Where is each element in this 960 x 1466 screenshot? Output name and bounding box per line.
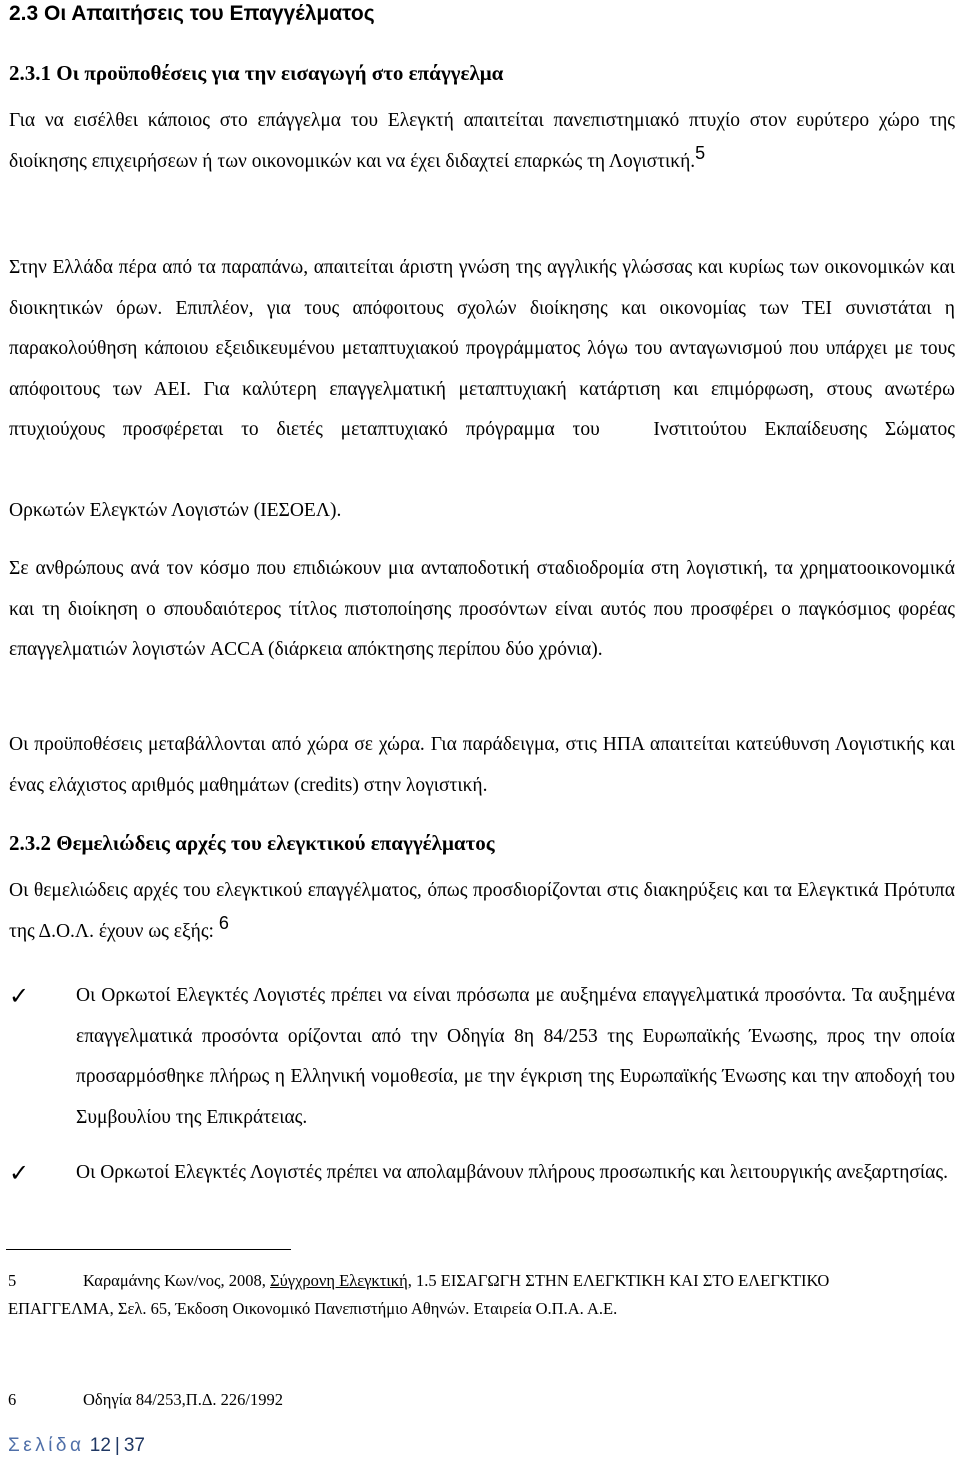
total-pages: 37 (123, 1435, 145, 1456)
footnote-5 (8, 1267, 900, 1323)
subsection-heading-2-3-1: 2.3.1 Οι προϋποθέσεις για την εισαγωγή στο επάγγελμα (9, 61, 504, 85)
checkmark-icon: ✓ (9, 1159, 30, 1187)
checkmark-icon: ✓ (9, 982, 30, 1010)
paragraph-greece-institute: Ινστιτούτου Εκπαίδευσης Σώματος (653, 419, 956, 440)
footnote-book-title: Σύγχρονη Ελεγκτική (270, 1271, 408, 1290)
paragraph-countries: Οι προϋποθέσεις μεταβάλλονται από χώρα σε χώρα. Για παράδειγμα, στις ΗΠΑ απαιτείται κατεύθυνση Λογιστικής και ένας ελάχιστος αριθμός μαθημάτων (credits) στην λογιστική. (9, 734, 955, 796)
paragraph-principles-intro (9, 871, 955, 952)
bullet-text: Οι Ορκωτοί Ελεγκτές Λογιστές πρέπει να απολαμβάνουν πλήρους προσωπικής και λειτουργικής ανεξαρτησίας. (76, 1162, 948, 1183)
current-page: 12 (89, 1435, 111, 1456)
footnote-number: 5 (8, 1271, 17, 1290)
footnote-text: Καραμάνης Κων/νος, 2008, (83, 1271, 271, 1290)
paragraph-acca: Σε ανθρώπους ανά τον κόσμο που επιδιώκουν μια ανταποδοτική σταδιοδρομία στη λογιστική, τα χρηματοοικονομικά και τη διοίκηση ο σπουδαιότερος τίτλος πιστοποίησης προσόντων είναι αυτός που προσφέρει ο παγκόσμιος φορέας επαγγελματιών λογιστών ACCA (διάρκεια απόκτησης περίπου δύο χρόνια). (9, 558, 955, 660)
bullet-item-independence (9, 1153, 955, 1194)
paragraph-requirements (9, 101, 955, 182)
page-separator: | (114, 1435, 120, 1456)
footnote-6 (8, 1386, 900, 1414)
bullet-item-qualifications (9, 976, 955, 1138)
footnote-ref-5[interactable]: 5 (695, 142, 706, 163)
footnote-text: Οδηγία 84/253,Π.Δ. 226/1992 (83, 1390, 284, 1409)
page-label: Σελίδα (8, 1435, 85, 1456)
footnote-ref-6[interactable]: 6 (218, 912, 229, 933)
subsection-heading-2-3-2: 2.3.2 Θεμελιώδεις αρχές του ελεγκτικού επαγγέλματος (9, 831, 495, 855)
footnote-number: 6 (8, 1390, 17, 1409)
paragraph-greece-main (9, 248, 955, 451)
footnote-separator (6, 1249, 291, 1250)
page-number (8, 1432, 145, 1460)
bullet-text: Οι Ορκωτοί Ελεγκτές Λογιστές πρέπει να είναι πρόσωπα με αυξημένα επαγγελματικά προσόντα. Τα αυξημένα επαγγελματικά προσόντα ορίζονται από την Οδηγία 8η 84/253 της Ευρωπαϊκής Ένωσης, προς την οποία προσαρμόσθηκε πλήρως η Ελληνική νομοθεσία, με την έγκριση της Ευρωπαϊκής Ένωσης και την αποδοχή του Συμβουλίου της Επικράτειας. (76, 985, 955, 1128)
section-heading: 2.3 Οι Απαιτήσεις του Επαγγέλματος (9, 2, 375, 25)
footnote-text-rest: , 1.5 ΕΙΣΑΓΩΓΗ ΣΤΗΝ ΕΛΕΓΚΤΙΚΗ ΚΑΙ ΣΤΟ ΕΛΕΓΚΤΙΚΟ ΕΠΑΓΓΕΛΜΑ, Σελ. 65, Έκδοση Οικονομικό Πανεπιστήμιο Αθηνών. Εταιρεία Ο.Π.Α. Α.Ε. (8, 1271, 830, 1318)
principles-intro-text: Οι θεμελιώδεις αρχές του ελεγκτικού επαγγέλματος, όπως προσδιορίζονται στις διακηρύξεις και τα Ελεγκτικά Πρότυπα της Δ.Ο.Λ. έχουν ως εξής: (9, 880, 955, 942)
paragraph-greece-last: Ορκωτών Ελεγκτών Λογιστών (ΙΕΣΟΕΛ). (9, 500, 342, 521)
paragraph-greece-text: Στην Ελλάδα πέρα από τα παραπάνω, απαιτείται άριστη γνώση της αγγλικής γλώσσας και κυρίως των οικονομικών και διοικητικών όρων. Επιπλέον, για τους απόφοιτους σχολών διοίκησης και οικονομίας των ΤΕΙ συνιστάται η παρακολούθηση κάποιου εξειδικευμένου μεταπτυχιακού προγράμματος λόγω του ανταγωνισμού που υπάρχει με τους απόφοιτους των ΑΕΙ. Για καλύτερη επαγγελματική μεταπτυχιακή κατάρτιση και επιμόρφωση, στους ανωτέρω πτυχιούχους προσφέρεται το διετές μεταπτυχιακό πρόγραμμα του (9, 257, 955, 440)
paragraph-requirements-text: Για να εισέλθει κάποιος στο επάγγελμα του Ελεγκτή απαιτείται πανεπιστημιακό πτυχίο στον ευρύτερο χώρο της διοίκησης επιχειρήσεων ή των οικονομικών και να έχει διδαχτεί επαρκώς τη Λογιστική. (9, 110, 955, 172)
